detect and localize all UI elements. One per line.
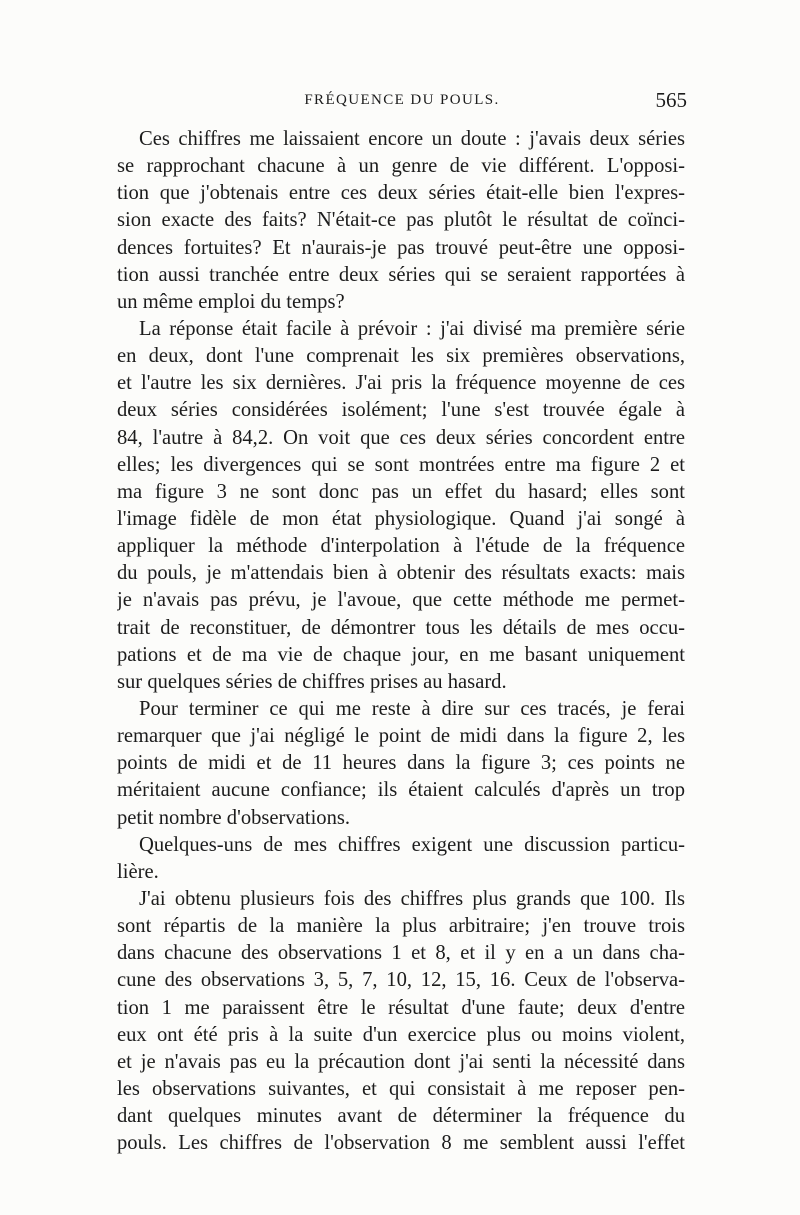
text-line: et je n'avais pas eu la précaution dont j'ai senti la nécessité dans <box>117 1050 685 1073</box>
text-line: Quelques-uns de mes chiffres exigent une discussion particu- <box>139 833 685 856</box>
text-line: appliquer la méthode d'interpolation à l'étude de la fréquence <box>117 535 685 558</box>
text-line: se rapprochant chacune à un genre de vie différent. L'opposi- <box>117 155 685 178</box>
text-line: dant quelques minutes avant de déterminer la fréquence du <box>117 1105 685 1128</box>
text-line: sont répartis de la manière la plus arbitraire; j'en trouve trois <box>117 915 685 938</box>
text-line: sur quelques séries de chiffres prises au hasard. <box>117 670 507 693</box>
text-line: elles; les divergences qui se sont montrées entre ma figure 2 et <box>117 453 685 476</box>
running-title: FRÉQUENCE DU POULS. <box>304 92 500 108</box>
page-number: 565 <box>655 88 687 112</box>
text-line: du pouls, je m'attendais bien à obtenir des résultats exacts: mais <box>117 562 685 585</box>
text-line: sion exacte des faits? N'était-ce pas plutôt le résultat de coïnci- <box>117 209 685 232</box>
text-line: tion que j'obtenais entre ces deux séries était-elle bien l'expres- <box>117 182 685 205</box>
body-text <box>117 126 685 1157</box>
text-line: et l'autre les six dernières. J'ai pris la fréquence moyenne de ces <box>117 372 685 395</box>
text-line: les observations suivantes, et qui consistait à me reposer pen- <box>117 1077 685 1100</box>
text-line: dans chacune des observations 1 et 8, et il y en a un dans cha- <box>117 942 685 965</box>
text-line: tion 1 me paraissent être le résultat d'une faute; deux d'entre <box>117 996 685 1019</box>
text-line: pouls. Les chiffres de l'observation 8 me semblent aussi l'effet <box>117 1132 685 1155</box>
text-line: Ces chiffres me laissaient encore un doute : j'avais deux séries <box>139 128 685 150</box>
running-head <box>117 88 687 122</box>
text-line: pations et de ma vie de chaque jour, en me basant uniquement <box>117 643 685 666</box>
text-line: tion aussi tranchée entre deux séries qui se seraient rapportées à <box>117 263 685 286</box>
text-line: dences fortuites? Et n'aurais-je pas trouvé peut-être une opposi- <box>117 236 685 259</box>
text-line: lière. <box>117 860 159 883</box>
text-line: remarquer que j'ai négligé le point de midi dans la figure 2, les <box>117 725 685 748</box>
text-line: eux ont été pris à la suite d'un exercice plus ou moins violent, <box>117 1023 685 1046</box>
text-line: méritaient aucune confiance; ils étaient calculés d'après un trop <box>117 779 685 802</box>
text-line: Pour terminer ce qui me reste à dire sur ces tracés, je ferai <box>139 697 685 720</box>
text-line: ma figure 3 ne sont donc pas un effet du hasard; elles sont <box>117 480 685 503</box>
text-line: J'ai obtenu plusieurs fois des chiffres plus grands que 100. Ils <box>139 887 685 910</box>
text-line: je n'avais pas prévu, je l'avoue, que cette méthode me permet- <box>117 589 685 612</box>
text-line: petit nombre d'observations. <box>117 806 351 829</box>
text-line: La réponse était facile à prévoir : j'ai divisé ma première série <box>139 317 685 340</box>
text-line: un même emploi du temps? <box>117 290 345 313</box>
text-line: en deux, dont l'une comprenait les six premières observations, <box>117 345 685 368</box>
text-line: deux séries considérées isolément; l'une s'est trouvée égale à <box>117 399 685 422</box>
text-line: l'image fidèle de mon état physiologique. Quand j'ai songé à <box>117 507 685 530</box>
text-line: points de midi et de 11 heures dans la figure 3; ces points ne <box>117 752 685 775</box>
text-line: cune des observations 3, 5, 7, 10, 12, 15, 16. Ceux de l'observa- <box>117 969 685 992</box>
text-line: trait de reconstituer, de démontrer tous les détails de mes occu- <box>117 616 685 639</box>
text-line: 84, l'autre à 84,2. On voit que ces deux séries concordent entre <box>117 426 685 449</box>
